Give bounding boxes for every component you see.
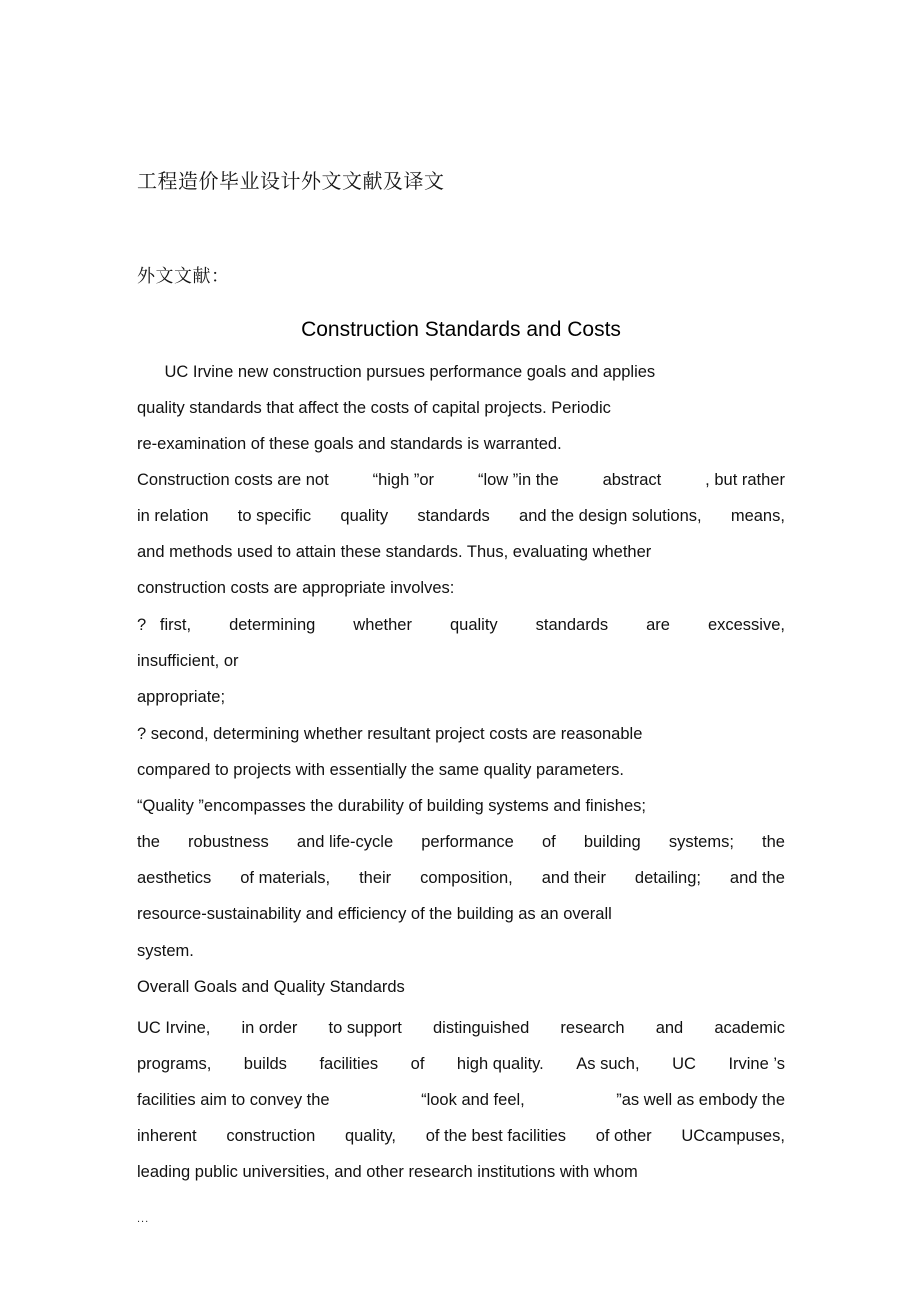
body-line-segment: Construction costs are not	[137, 471, 329, 489]
body-line	[137, 469, 785, 491]
body-line-segment: and	[655, 1019, 684, 1037]
body-line: appropriate;	[137, 688, 226, 706]
body-line-segment: of other	[595, 1127, 652, 1145]
body-line-segment: “look and feel,	[421, 1091, 525, 1109]
body-line-segment: Irvine ’s	[728, 1055, 785, 1073]
body-line: compared to projects with essentially the same quality parameters.	[137, 761, 624, 779]
body-line-segment: standards	[417, 507, 490, 525]
body-line-segment: research	[560, 1019, 625, 1037]
body-line-segment: composition,	[420, 869, 513, 887]
body-line-segment: builds	[243, 1055, 287, 1073]
body-line: system.	[137, 942, 194, 960]
body-line-segment: are	[646, 616, 670, 634]
body-line-segment: UC	[672, 1055, 696, 1073]
body-line-segment: standards	[535, 616, 609, 634]
body-line-segment: and life-cycle	[296, 833, 394, 851]
body-line-segment: ? first,	[137, 616, 192, 634]
body-line-segment: inherent	[137, 1127, 197, 1145]
body-line-segment: to specific	[237, 507, 312, 525]
page-title: 工程造价毕业设计外文文献及译文	[137, 169, 445, 193]
body-line-segment: programs,	[137, 1055, 212, 1073]
body-line: construction costs are appropriate involves:	[137, 579, 455, 597]
body-line-segment: abstract	[602, 471, 662, 489]
body-line: quality standards that affect the costs of capital projects. Periodic	[137, 399, 611, 417]
body-line-segment: whether	[353, 616, 412, 634]
body-line-segment: of materials,	[240, 869, 331, 887]
body-line	[137, 505, 785, 527]
body-line-segment: of the best facilities	[425, 1127, 567, 1145]
body-line-segment: to support	[328, 1019, 402, 1037]
body-line-segment: and the design solutions,	[519, 507, 702, 525]
body-line-segment: the	[137, 833, 160, 851]
body-line-segment: excessive,	[707, 616, 785, 634]
body-line-segment: ”as well as embody the	[616, 1091, 785, 1109]
body-line: resource-sustainability and efficiency of the building as an overall	[137, 905, 612, 923]
body-line-segment: and the	[729, 869, 785, 887]
body-line	[137, 614, 785, 636]
body-line-segment: facilities aim to convey the	[137, 1091, 330, 1109]
body-line-segment: facilities	[319, 1055, 379, 1073]
body-line: UC Irvine new construction pursues performance goals and applies	[137, 363, 656, 381]
body-line: leading public universities, and other research institutions with whom	[137, 1163, 638, 1181]
body-line	[137, 1125, 785, 1147]
body-line-segment: quality	[340, 507, 389, 525]
body-line-segment: high quality.	[456, 1055, 544, 1073]
body-line	[137, 1089, 785, 1111]
body-line-segment: in relation	[137, 507, 209, 525]
body-line-segment: construction	[226, 1127, 316, 1145]
body-line-segment: , but rather	[705, 471, 785, 489]
body-line: and methods used to attain these standards. Thus, evaluating whether	[137, 543, 652, 561]
body-line: “Quality ”encompasses the durability of building systems and finishes;	[137, 797, 646, 815]
body-line-segment: means,	[730, 507, 785, 525]
body-line-segment: UC Irvine,	[137, 1019, 211, 1037]
section-label-foreign-literature: 外文文献：	[137, 266, 230, 287]
body-line	[137, 831, 785, 853]
body-line-segment: in order	[241, 1019, 298, 1037]
body-line-segment: “high ”or	[372, 471, 435, 489]
body-line-segment: systems;	[668, 833, 734, 851]
body-line-segment: “low ”in the	[477, 471, 559, 489]
body-line: ? second, determining whether resultant project costs are reasonable	[137, 725, 643, 743]
body-line	[137, 1017, 785, 1039]
body-line: insufficient, or	[137, 652, 239, 670]
body-line-segment: quality,	[344, 1127, 397, 1145]
body-line-segment: the	[762, 833, 785, 851]
body-line-segment: robustness	[188, 833, 269, 851]
article-heading: Construction Standards and Costs	[301, 318, 621, 341]
body-line	[137, 867, 785, 889]
body-line-segment: of	[541, 833, 556, 851]
body-line-segment: building	[583, 833, 641, 851]
body-line-segment: academic	[714, 1019, 785, 1037]
body-line-segment: determining	[229, 616, 316, 634]
body-line-segment: quality	[449, 616, 498, 634]
body-line-segment: detailing;	[634, 869, 701, 887]
body-line-segment: of	[410, 1055, 425, 1073]
body-line	[137, 1053, 785, 1075]
body-line-segment: and their	[541, 869, 606, 887]
body-line-segment: distinguished	[432, 1019, 530, 1037]
body-line-segment: aesthetics	[137, 869, 212, 887]
body-line: Overall Goals and Quality Standards	[137, 978, 405, 996]
body-line-segment: performance	[421, 833, 514, 851]
body-line-segment: UCcampuses,	[681, 1127, 785, 1145]
body-line-segment: As such,	[576, 1055, 640, 1073]
body-line: re-examination of these goals and standards is warranted.	[137, 435, 562, 453]
body-line-segment: their	[359, 869, 392, 887]
trailing-ellipsis: ...	[137, 1213, 150, 1225]
